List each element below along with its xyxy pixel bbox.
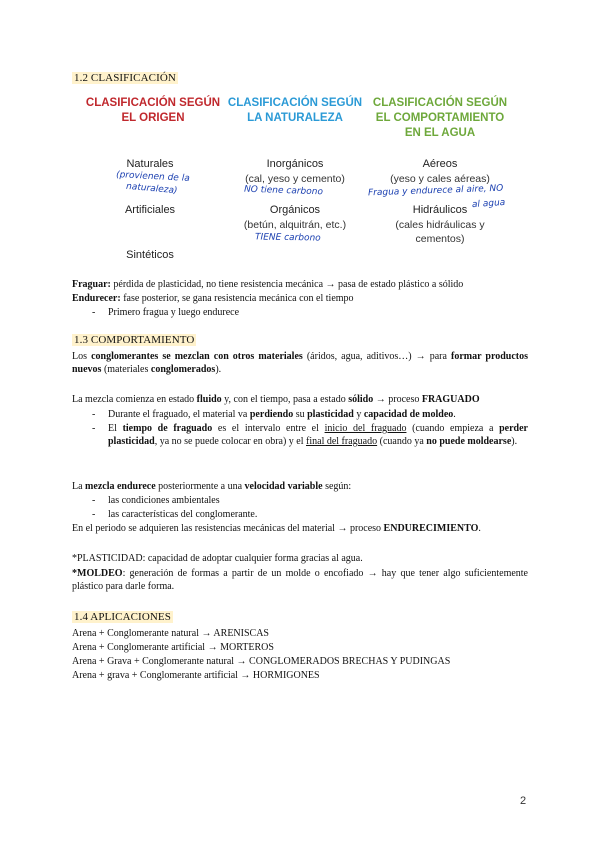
definition-text: fase posterior, se gana resistencia mecánica con el tiempo	[123, 293, 354, 304]
bullet-dash: -	[92, 307, 96, 318]
aplicacion-line: Arena + grava + Conglomerante artificial → HORMIGONES	[72, 670, 320, 681]
column-header-naturaleza	[220, 96, 370, 126]
column-header-agua	[360, 96, 520, 141]
handwritten-note: TIENE carbono	[254, 232, 321, 244]
bullet-durante-fraguado: Durante el fraguado, el material va perdiendo su plasticidad y capacidad de moldeo.	[108, 409, 456, 420]
column-header-line: CLASIFICACIÓN SEGÚN	[227, 97, 363, 109]
bullet-text: las condiciones ambientales	[108, 495, 220, 506]
section-heading-clasificacion: 1.2 CLASIFICACIÓN	[74, 72, 176, 84]
column-header-line: LA NATURALEZA	[247, 112, 343, 124]
bullet-dash: -	[92, 509, 96, 520]
bullet-text: Primero fragua y luego endurece	[108, 307, 240, 318]
aplicacion-line: Arena + Conglomerante artificial → MORTEROS	[72, 642, 274, 653]
definition-endurecer	[72, 292, 528, 305]
definition-plasticidad: *PLASTICIDAD: capacidad de adoptar cualquier forma gracias al agua.	[72, 553, 363, 564]
agua-item-aereos: Aéreos	[422, 158, 458, 170]
definition-text: pérdida de plasticidad, no tiene resistencia mecánica → pasa de estado plástico a sólido	[113, 279, 464, 290]
column-header-line: EL COMPORTAMIENTO	[375, 112, 505, 124]
origen-item-naturales: Naturales	[126, 158, 174, 170]
definition-label: Fraguar:	[72, 279, 111, 290]
origen-item-sinteticos: Sintéticos	[126, 249, 174, 261]
bullet-dash: -	[92, 495, 96, 506]
naturaleza-item-organicos-desc: (betún, alquitrán, etc.)	[243, 219, 347, 231]
paragraph-endurece: La mezcla endurece posteriormente a una velocidad variable según:	[72, 481, 352, 492]
handwritten-note: Fragua y endurece al aire, NO	[367, 183, 504, 199]
column-header-line: CLASIFICACIÓN SEGÚN	[372, 97, 508, 109]
column-header-line: CLASIFICACIÓN SEGÚN	[85, 97, 221, 109]
origen-item-artificiales: Artificiales	[124, 204, 176, 216]
agua-item-hidraulicos-desc: (cales hidráulicas y	[395, 219, 485, 231]
paragraph-fraguado: La mezcla comienza en estado fluido y, con el tiempo, pasa a estado sólido → proceso FRAGUADO	[72, 394, 480, 405]
aplicacion-line: Arena + Grava + Conglomerante natural → CONGLOMERADOS BRECHAS Y PUDINGAS	[72, 656, 451, 667]
section-heading-aplicaciones: 1.4 APLICACIONES	[74, 611, 171, 623]
handwritten-note: NO tiene carbono	[243, 184, 324, 198]
column-header-origen	[78, 96, 228, 126]
naturaleza-item-inorganicos: Inorgánicos	[266, 158, 324, 170]
paragraph-endurecimiento: En el periodo se adquieren las resistencias mecánicas del material → proceso ENDURECIMIENTO.	[72, 523, 481, 534]
column-header-line: EL ORIGEN	[121, 112, 185, 124]
definition-moldeo: *MOLDEO: generación de formas a partir de un molde o encofiado → hay que tener algo suficientemente plástico para darle forma.	[72, 568, 528, 592]
aplicacion-line: Arena + Conglomerante natural → ARENISCAS	[72, 628, 269, 639]
definition-label: Endurecer:	[72, 293, 121, 304]
naturaleza-item-inorganicos-desc: (cal, yeso y cemento)	[245, 173, 345, 185]
bullet-tiempo-fraguado: El tiempo de fraguado es el intervalo entre el inicio del fraguado (cuando empieza a perder plasticidad, ya no se puede colocar en obra) y el final del fraguado (cuando ya no puede moldearse).	[108, 423, 528, 447]
naturaleza-item-organicos: Orgánicos	[269, 204, 321, 216]
page-number: 2	[520, 795, 527, 807]
agua-item-hidraulicos-desc: cementos)	[415, 233, 465, 245]
bullet-text: las características del conglomerante.	[108, 509, 258, 520]
handwritten-note: (provienen de la	[115, 170, 190, 184]
agua-item-hidraulicos: Hidráulicos	[412, 204, 468, 216]
paragraph-conglomerantes: Los conglomerantes se mezclan con otros materiales (áridos, agua, aditivos…) → para formar productos nuevos (materiales conglomerados).	[72, 351, 528, 375]
section-heading-comportamiento: 1.3 COMPORTAMIENTO	[74, 334, 195, 346]
bullet-dash: -	[92, 423, 96, 434]
handwritten-note: naturaleza)	[125, 181, 178, 197]
bullet-dash: -	[92, 409, 96, 420]
agua-item-aereos-desc: (yeso y cales aéreas)	[390, 173, 490, 185]
definition-fraguar	[72, 278, 528, 291]
handwritten-note: al agua	[471, 197, 506, 211]
column-header-line: EN EL AGUA	[404, 127, 476, 139]
